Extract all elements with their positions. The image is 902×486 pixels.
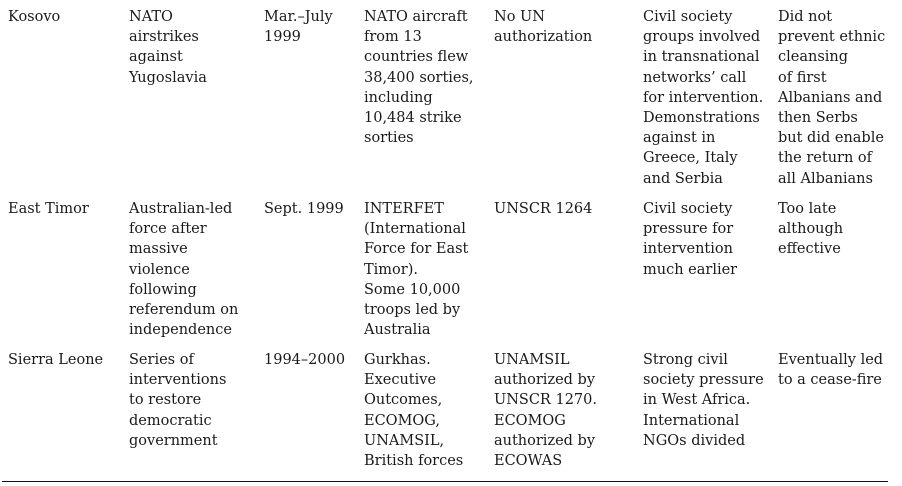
dates-cell: Sept. 1999 [264, 201, 344, 217]
outcome-cell: Did not prevent ethnic cleansing of first Albanians and then Serbs but did enable the return of all Albanians [778, 9, 886, 187]
civil-society-cell: Strong civil society pressure in West Africa. International NGOs divided [643, 352, 764, 449]
dates-cell: Mar.–July 1999 [264, 9, 333, 46]
forces-cell: Gurkhas. Executive Outcomes, ECOMOG, UNAMSIL, British forces [364, 352, 464, 470]
outcome-cell: Eventually led to a cease-fire [778, 352, 884, 389]
intervention-cell: Series of interventions to restore democratic government [129, 352, 227, 449]
outcome-cell: Too late although effective [778, 201, 844, 258]
authorization-cell: UNSCR 1264 [494, 201, 593, 217]
country-cell: Sierra Leone [8, 352, 104, 368]
dates-cell: 1994–2000 [264, 352, 346, 368]
civil-society-cell: Civil society groups involved in transnational networks’ call for intervention. Demonstrations against in Greece, Italy and Serbia [643, 9, 764, 187]
table-bottom-rule [2, 481, 888, 482]
forces-cell: INTERFET (International Force for East Timor). Some 10,000 troops led by Australia [364, 201, 469, 339]
authorization-cell: No UN authorization [494, 9, 593, 46]
intervention-cell: NATO airstrikes against Yugoslavia [129, 9, 207, 86]
country-cell: Kosovo [8, 9, 61, 25]
authorization-cell: UNAMSIL authorized by UNSCR 1270. ECOMOG authorized by ECOWAS [494, 352, 597, 470]
forces-cell: NATO aircraft from 13 countries flew 38,400 sorties, including 10,484 strike sorties [364, 9, 474, 147]
civil-society-cell: Civil society pressure for intervention much earlier [643, 201, 738, 278]
country-cell: East Timor [8, 201, 89, 217]
intervention-cell: Australian-led force after massive violence following referendum on independence [129, 201, 239, 339]
